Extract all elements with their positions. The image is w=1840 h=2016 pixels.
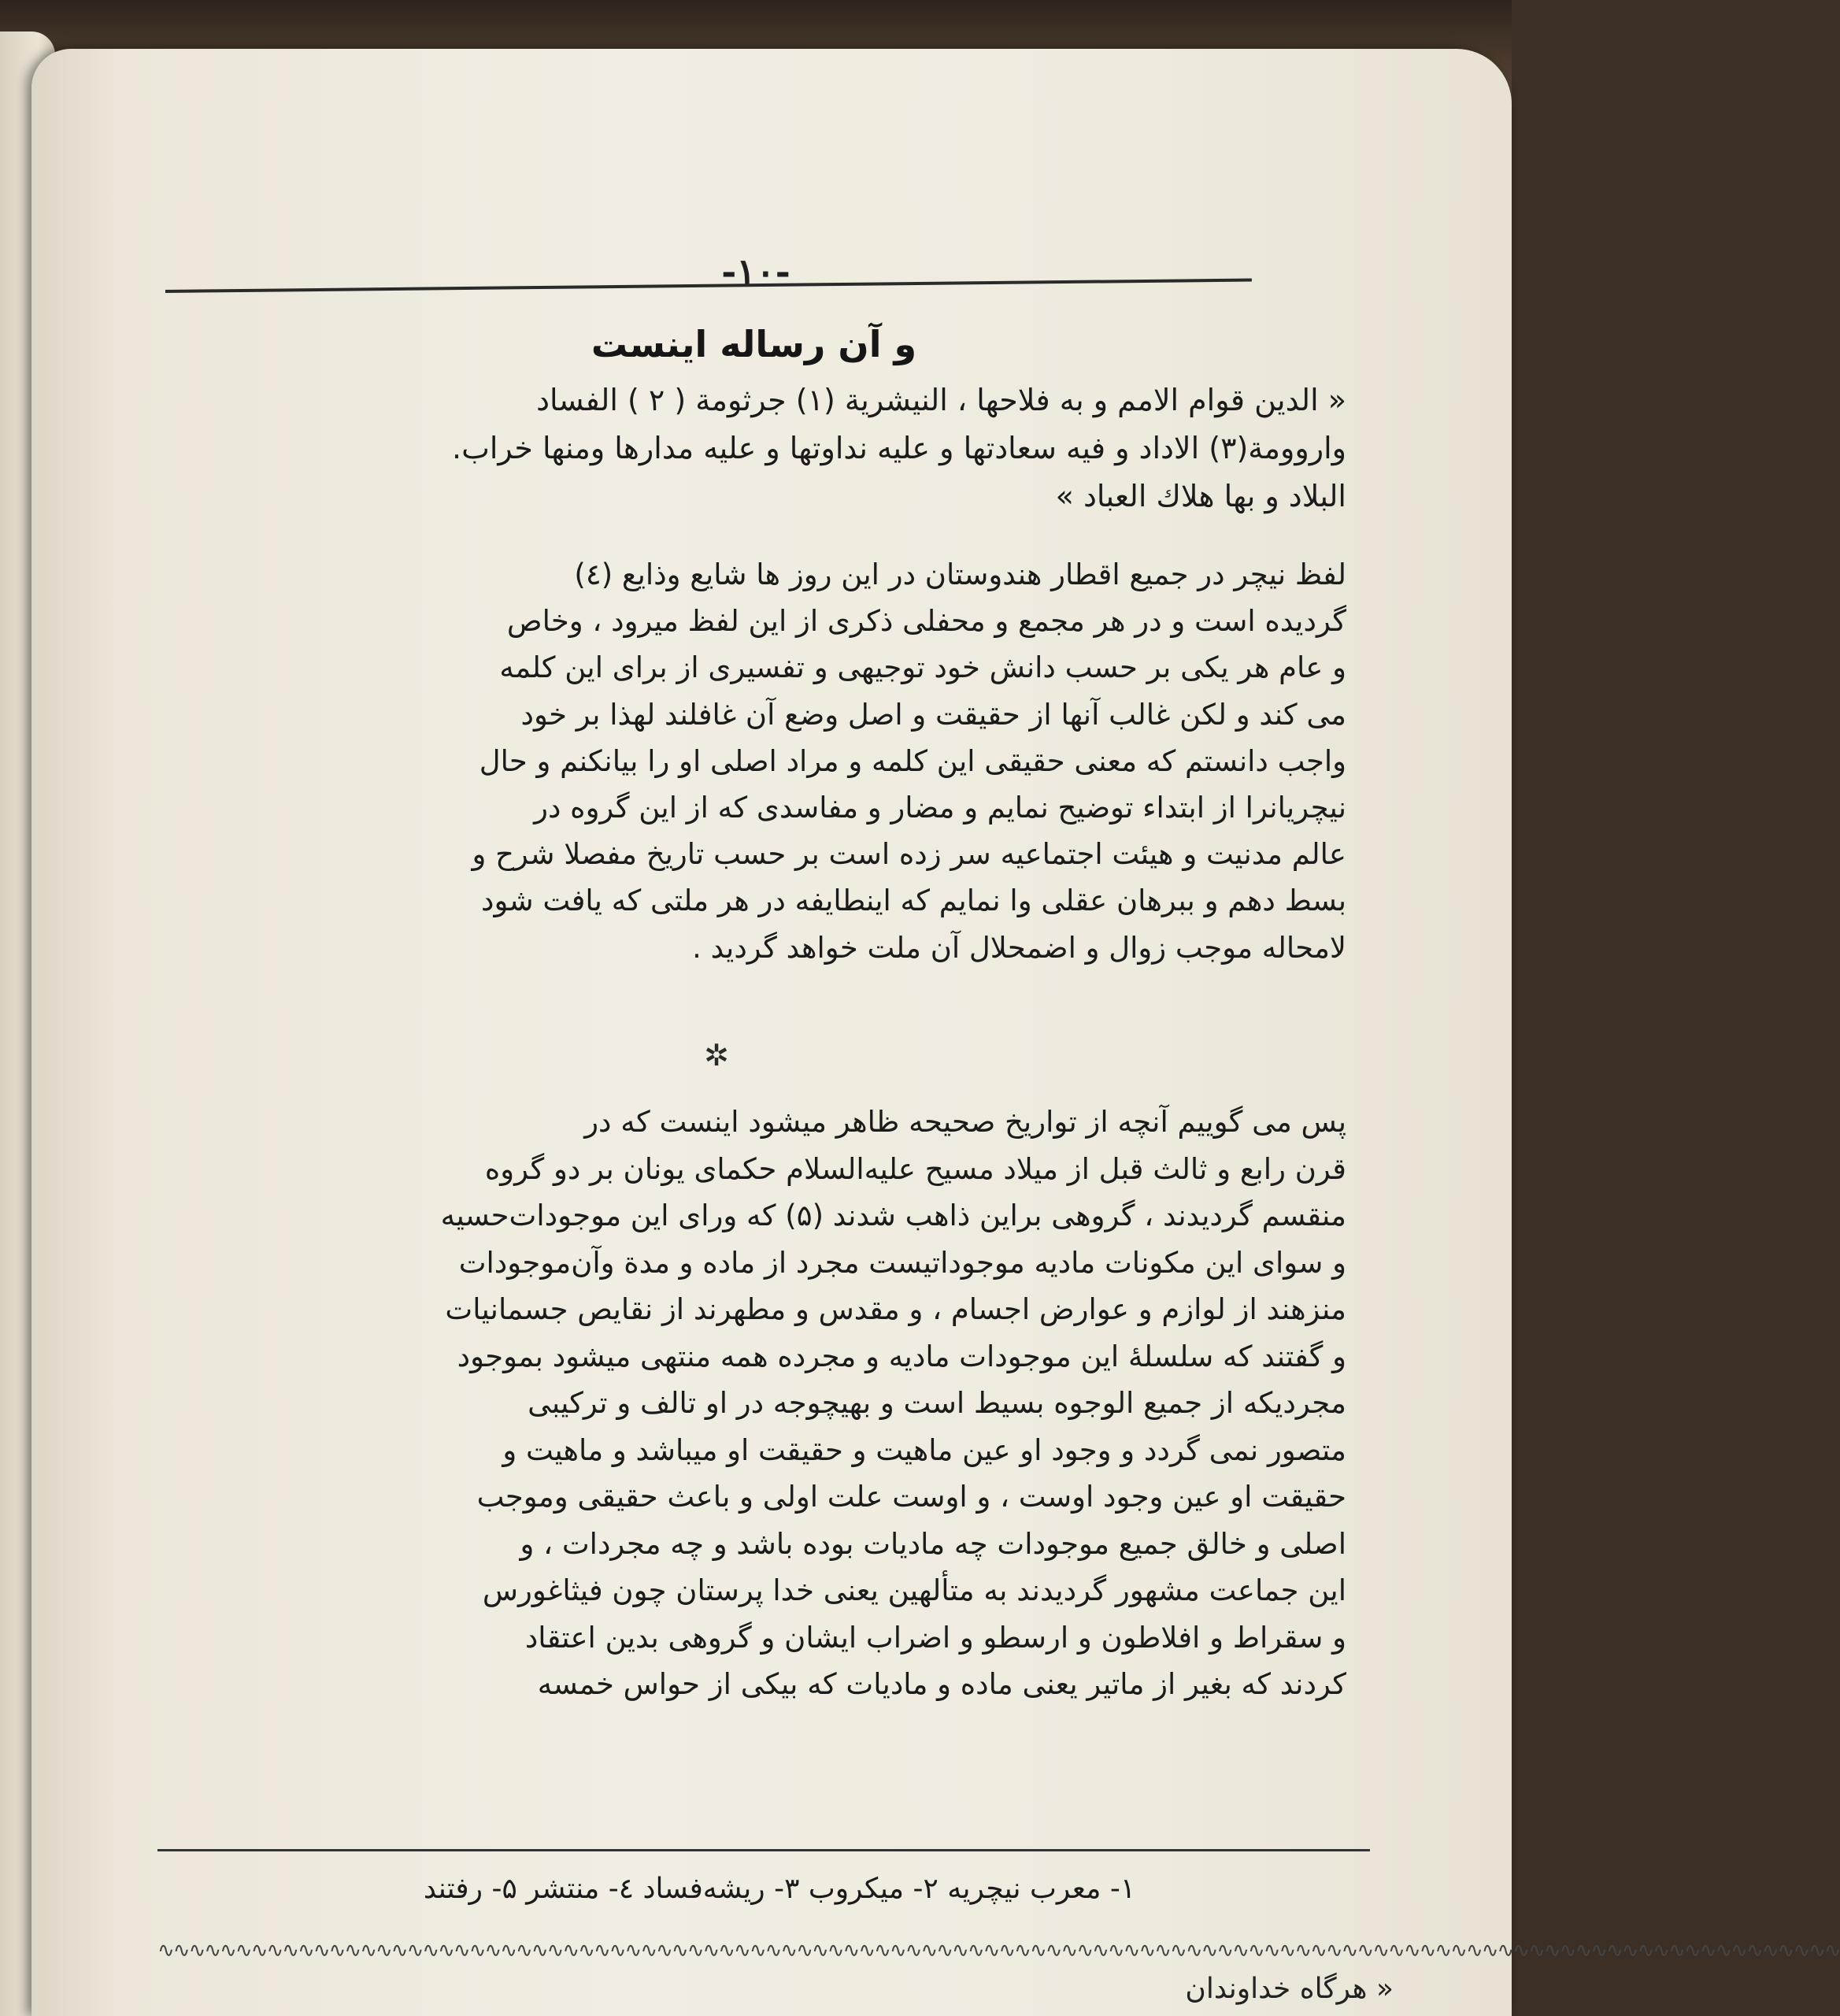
ornament-icon: ✲ [704,1038,729,1073]
wavy-divider: ∿∿∿∿∿∿∿∿∿∿∿∿∿∿∿∿∿∿∿∿∿∿∿∿∿∿∿∿∿∿∿∿∿∿∿∿∿∿∿∿∿∿∿∿∿∿∿∿∿∿∿∿∿∿∿∿∿∿∿∿∿∿∿∿∿∿∿∿∿∿∿∿∿∿∿∿∿∿∿∿∿∿∿∿∿∿∿∿∿∿∿∿∿∿∿∿∿∿∿∿∿∿∿∿∿∿∿∿ [157,1939,1840,1962]
text-line: نیچریانرا از ابتداء توضیح نمایم و مضار و مفاسدی که از این گروه در [534,791,1346,825]
text-line: قرن رابع و ثالث قبل از میلاد مسیح علیه‌السلام حکمای یونان بر دو گروه [484,1151,1346,1186]
text-line: این جماعت مشهور گردیدند به متألهین یعنی خدا پرستان چون فیثاغورس [482,1573,1346,1607]
text-line: واجب دانستم که معنی حقیقی این کلمه و مراد اصلی او را بیانکنم و حال [479,743,1346,778]
text-line: لامحاله موجب زوال و اضمحلال آن ملت خواهد گردید . [692,930,1346,965]
text-line: پس می گوییم آنچه از تواریخ صحیحه ظاهر میشود اینست که در [584,1105,1346,1139]
text-line: لفظ نیچر در جمیع اقطار هندوستان در این روز ها شایع وذایع (٤) [574,558,1346,591]
paragraph-2 [161,1099,1346,1708]
text-line: و عام هر یکی بر حسب دانش خود توجیهی و تفسیری از برای این کلمه [499,650,1346,685]
text-line: و گفتند که سلسلهٔ این موجودات مادیه و مجرده همه منتهی میشود بموجود [457,1339,1346,1373]
text-line: حقیقت او عین وجود اوست ، و اوست علت اولی و باعث حقیقی وموجب [476,1480,1346,1514]
text-line: می کند و لکن غالب آنها از حقیقت و اصل وضع آن غافلند لهذا بر خود [520,697,1346,732]
next-page-fragment: « هرگاه خداوندان [1185,1973,1394,2005]
text-line: و سوای این مکونات مادیه موجوداتیست مجرد از ماده و مدة وآن‌موجودات [458,1245,1346,1280]
text-line: منقسم گردیدند ، گروهی براین ذاهب شدند (۵) که ورای این موجودات‌حسیه [440,1199,1346,1232]
text-line: کردند که بغیر از ماتیر یعنی ماده و مادیات که بیکی از حواس خمسه [537,1667,1346,1701]
text-line: مجردیکه از جمیع الوجوه بسیط است و بهیچوجه در او تالف و ترکیبی [528,1386,1346,1420]
text-line: گردیده است و در هر مجمع و محفلی ذکری از این لفظ میرود ، وخاص [506,604,1346,639]
text-line: منزهند از لوازم و عوارض اجسام ، و مقدس و مطهرند از نقایص جسمانیات [445,1292,1346,1326]
section-title: و آن رساله اینست [591,323,917,365]
arabic-quote [161,376,1346,521]
footnotes: ۱- معرب نیچریه ۲- میکروب ۳- ریشه‌فساد ٤- منتشر ۵- رفتند [423,1873,1136,1905]
page-number: -۱۰- [721,250,790,293]
text-line: و سقراط و افلاطون و ارسطو و اضراب ایشان و گروهی بدین اعتقاد [524,1620,1346,1655]
text-line: اصلی و خالق جمیع موجودات چه مادیات بوده باشد و چه مجردات ، و [520,1526,1346,1561]
text-line: بسط دهم و ببرهان عقلی وا نمایم که اینطایفه در هر ملتی که یافت شود [481,884,1346,918]
footnote-rule [157,1849,1370,1851]
quote-line: واروومة(۳) الاداد و فیه سعادتها و علیه نداوتها و علیه مدارها ومنها خراب. [452,431,1346,465]
text-line: عالم مدنیت و هیئت اجتماعیه سر زده است بر حسب تاریخ مفصلا شرح و [472,837,1346,872]
quote-line: البلاد و بها هلاك العباد » [1055,479,1346,513]
paragraph-1 [161,551,1346,971]
text-line: متصور نمی گردد و وجود او عین ماهیت و حقیقت او میباشد و ماهیت و [502,1432,1346,1467]
quote-line: « الدین قوام الامم و به فلاحها ، النیشریة (۱) جرثومة ( ۲ ) الفساد [536,383,1346,417]
